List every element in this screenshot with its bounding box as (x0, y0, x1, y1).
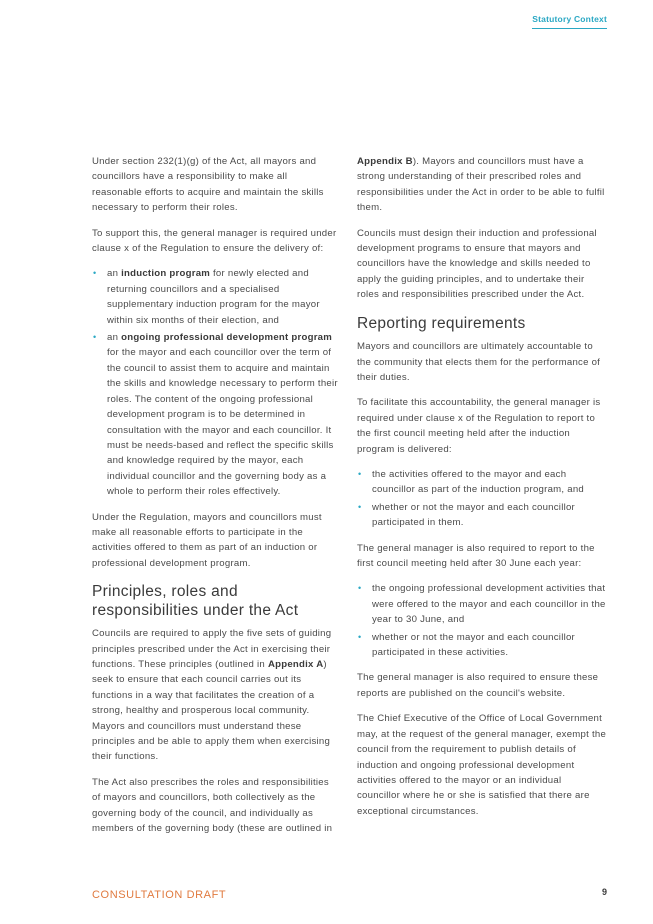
paragraph: The Act also prescribes the roles and responsibilities of mayors and councillors, both collectively as the governing body of the council, and individually as members of the governing body (these are outlined in (92, 776, 333, 835)
bold-term: induction program (121, 268, 211, 280)
text: ). Mayors and councillors must have a strong understanding of their prescribed roles and responsibilities under the Act in order to be able to fulfil them. (357, 156, 605, 214)
text: for newly elected and returning councillors and a specialised supplementary induction program for the mayor within six months of their election, and (107, 268, 320, 326)
text: an (107, 332, 122, 344)
bullet-list (357, 467, 607, 531)
bullet-list (92, 266, 338, 499)
text: ) seek to ensure that each council carries out its functions in a way that facilitates the creation of a strong, healthy and prosperous local community. Mayors and councillors must understand these principles and be able to apply them when exercising their functions. (92, 658, 331, 763)
footer-label: CONSULTATION DRAFT (92, 889, 227, 901)
text: Councils are required to apply the five sets of guiding principles prescribed under the Act in exercising their functions. These principles (outlined in (92, 628, 332, 670)
paragraph: The Chief Executive of the Office of Local Government may, at the request of the general manager, exempt the council from the requirement to publish details of induction and ongoing professional development activities offered to the mayor or an individual councillor where he or she is satisfied that there are exceptional circumstances. (357, 713, 607, 817)
list-item (92, 330, 338, 499)
paragraph (357, 154, 607, 216)
list-item: • whether or not the mayor and each councillor participated in them. (357, 500, 607, 531)
bullet-list (357, 581, 607, 660)
paragraph: Under section 232(1)(g) of the Act, all mayors and councillors have a responsibility to make all reasonable efforts to acquire and maintain the skills necessary to perform their roles. (92, 156, 324, 214)
list-item (92, 266, 338, 328)
text: for the mayor and each councillor over the term of the council to assist them to acquire and maintain the skills and knowledge necessary to perform their roles. The content of the ongoing professional development program is to be determined in consultation with the mayor and each councillor. It must be needs-based and reflect the specific skills and knowledge required by the mayor, each individual councillor and the governing body as a whole to perform their roles effectively. (107, 347, 338, 498)
paragraph: Mayors and councillors are ultimately accountable to the community that elects them for the performance of their duties. (357, 341, 601, 383)
left-column (92, 154, 338, 846)
section-heading: Principles, roles and responsibilities under the Act (92, 583, 299, 619)
paragraph: The general manager is also required to report to the first council meeting held after 30 June each year: (357, 542, 595, 570)
appendix-reference: Appendix B (357, 156, 413, 167)
paragraph: To facilitate this accountability, the general manager is required under clause x of the Regulation to report to the first council meeting held after the induction program is delivered: (357, 397, 601, 455)
list-item: • whether or not the mayor and each councillor participated in these activities. (357, 630, 607, 661)
appendix-reference: Appendix A (267, 658, 324, 670)
section-label: Statutory Context (532, 14, 607, 29)
paragraph: The general manager is also required to ensure these reports are published on the council's website. (357, 672, 599, 699)
paragraph: Under the Regulation, mayors and councillors must make all reasonable efforts to participate in the activities offered to them as part of an induction or professional development program. (92, 511, 322, 569)
right-column (357, 154, 607, 829)
bold-term: ongoing professional development program (121, 332, 333, 344)
text: an (107, 268, 122, 280)
page-number: 9 (601, 887, 607, 897)
list-item: • the activities offered to the mayor and each councillor as part of the induction program, and (357, 467, 607, 498)
section-heading: Reporting requirements (357, 314, 526, 332)
paragraph: To support this, the general manager is required under clause x of the Regulation to ensure the delivery of: (92, 227, 337, 255)
list-item: • the ongoing professional development activities that were offered to the mayor and each councillor in the year to 30 June, and (357, 581, 607, 627)
paragraph (92, 626, 338, 765)
paragraph: Councils must design their induction and professional development programs to ensure that mayors and councillors have the knowledge and skills needed to apply the guiding principles, and to undertake their roles and responsibilities prescribed under the Act. (357, 227, 597, 301)
